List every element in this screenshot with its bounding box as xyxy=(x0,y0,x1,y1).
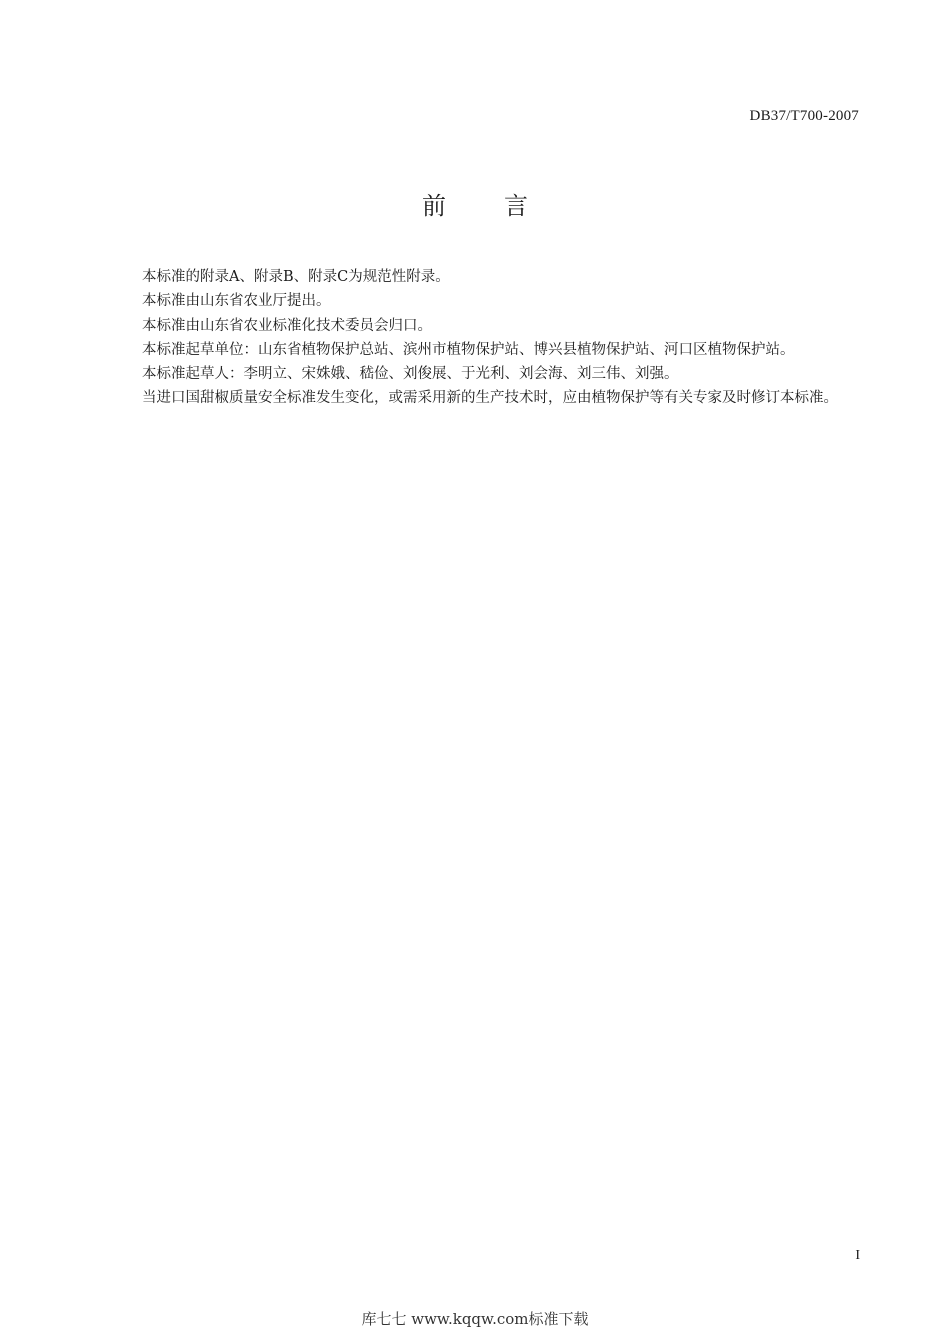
paragraph-proposer: 本标准由山东省农业厅提出。 xyxy=(142,293,331,310)
footer-watermark: 库七七 www.kqqw.com标准下载 xyxy=(361,1310,589,1328)
paragraph-centralized: 本标准由山东省农业标准化技术委员会归口。 xyxy=(142,317,432,334)
page-title xyxy=(0,186,950,221)
title-char-1: 前 xyxy=(422,192,446,220)
page-number: I xyxy=(855,1248,860,1263)
title-char-2: 言 xyxy=(504,192,528,220)
paragraph-revision: 当进口国甜椒质量安全标准发生变化，或需采用新的生产技术时，应由植物保护等有关专家及时修订本标准。 xyxy=(142,390,838,407)
paragraph-drafting-units: 本标准起草单位：山东省植物保护总站、滨州市植物保护站、博兴县植物保护站、河口区植物保护站。 xyxy=(142,341,795,358)
standard-code: DB37/T700-2007 xyxy=(749,108,859,124)
foreword-body xyxy=(113,265,859,411)
paragraph-appendix: 本标准的附录A、附录B、附录C为规范性附录。 xyxy=(142,269,450,285)
paragraph-drafters: 本标准起草人：李明立、宋姝娥、嵇俭、刘俊展、于光利、刘会海、刘三伟、刘强。 xyxy=(142,366,679,383)
